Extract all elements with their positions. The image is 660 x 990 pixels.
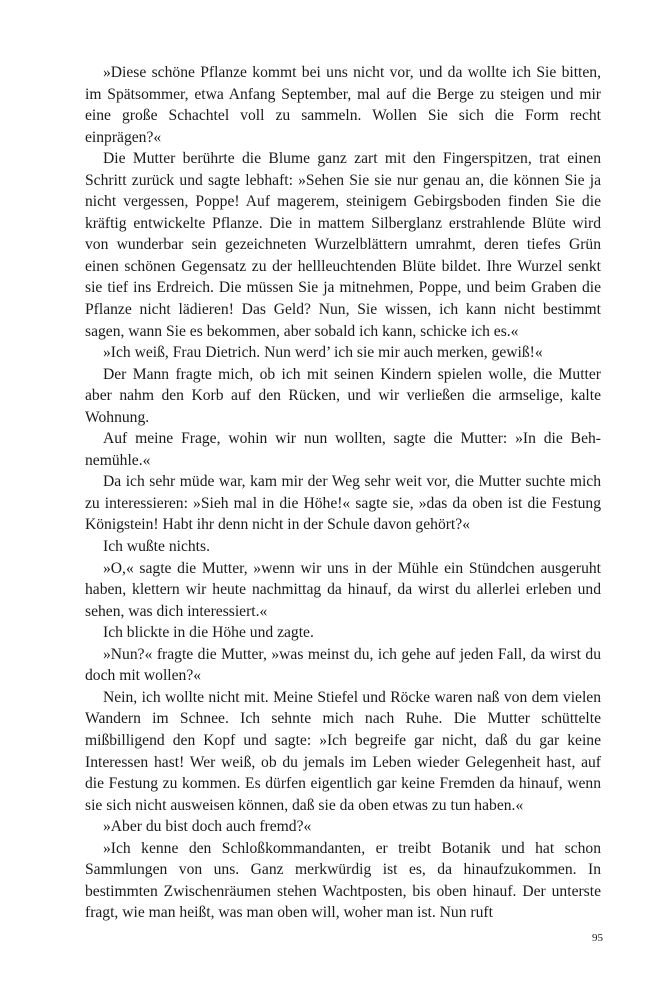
paragraph: Der Mann fragte mich, ob ich mit seinen Kindern spielen wolle, die Mutter aber nahm den Korb auf den Rücken, und wir verließen die armselige, kalte Wohnung. — [85, 365, 601, 426]
body-text — [85, 62, 601, 924]
paragraph: »Diese schöne Pflanze kommt bei uns nicht vor, und da wollte ich Sie bitten, im Spätsommer, etwa Anfang September, mal auf die Berge zu steigen und mir eine große Schachtel voll zu sammeln. Wollen Sie sich die Form recht einprägen?« — [85, 64, 601, 146]
paragraph: »Ich weiß, Frau Dietrich. Nun werd’ ich sie mir auch merken, gewiß!« — [103, 344, 543, 362]
paragraph: Auf meine Frage, wohin wir nun wollten, sagte die Mutter: »In die Behnemühle.« — [85, 430, 601, 469]
page-number: 95 — [592, 932, 603, 944]
paragraph: Ich blickte in die Höhe und zagte. — [103, 624, 314, 642]
paragraph: »Nun?« fragte die Mutter, »was meinst du, ich gehe auf jeden Fall, da wirst du doch mit wollen?« — [85, 645, 601, 685]
paragraph: »O,« sagte die Mutter, »wenn wir uns in der Mühle ein Stündchen ausgeruht haben, klettern wir heute nachmittag da hinauf, da wirst du allerlei erleben und sehen, was dich interessiert.« — [85, 559, 601, 620]
paragraph: Ich wußte nichts. — [103, 538, 210, 556]
paragraph: Da ich sehr müde war, kam mir der Weg sehr weit vor, die Mutter suchte mich zu interessieren: »Sieh mal in die Höhe!« sagte sie, »das da oben ist die Festung Königstein! Habt ihr denn nicht in der Schule davon gehört?« — [85, 473, 601, 534]
paragraph: »Aber du bist doch auch fremd?« — [103, 818, 312, 836]
paragraph: »Ich kenne den Schloßkommandanten, er treibt Botanik und hat schon Sammlungen von uns. Ganz merkwürdig ist es, da hinaufzukommen. In bestimmten Zwischenräumen stehen Wachtposten, bis oben hinauf. Der unterste fragt, wie man heißt, was man oben will, woher man ist. Nun ruft — [85, 839, 601, 922]
paragraph: Die Mutter berührte die Blume ganz zart mit den Fingerspitzen, trat einen Schritt zurück und sagte lebhaft: »Sehen Sie sie nur genau an, die können Sie ja nicht vergessen, Poppe! Auf magerem, steinigem Gebirgsboden finden Sie die kräftig entwickelte Pflanze. Die in mattem Silberglanz erstrahlende Blüte wird von wunderbar sein gezeichneten Wurzelblättern umrahmt, deren tiefes Grün einen schönen Gegensatz zu der hellleuchtenden Blüte bildet. Ihre Wurzel senkt sie tief ins Erdreich. Die müssen Sie ja mitnehmen, Poppe, und beim Graben die Pflanze nicht lädieren! Das Geld? Nun, Sie wissen, ich kann nicht bestimmt sagen, wann Sie es bekommen, aber sobald ich kann, schicke ich es.« — [85, 150, 601, 340]
paragraph: Nein, ich wollte nicht mit. Meine Stiefel und Röcke waren naß von dem vielen Wandern im Schnee. Ich sehnte mich nach Ruhe. Die Mutter schüttelte mißbilligend den Kopf und sagte: »Ich begreife gar nicht, daß du gar keine Interessen hast! Wer weiß, ob du jemals im Leben wieder Gelegenheit hast, auf die Festung zu kommen. Es dürfen eigentlich gar keine Fremden da hinauf, wenn sie sich nicht ausweisen können, daß sie da oben etwas zu tun haben.« — [85, 688, 601, 814]
